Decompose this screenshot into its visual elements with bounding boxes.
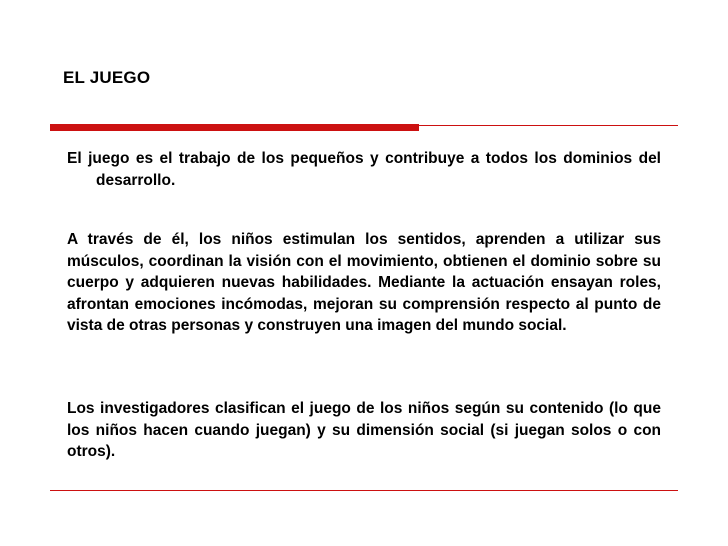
paragraph-benefits: A través de él, los niños estimulan los sentidos, aprenden a utilizar sus músculos, coordinan la visión con el movimiento, obtienen el dominio sobre su cuerpo y adquieren nuevas habilidades. Mediante la actuación ensayan roles, afrontan emociones incómodas, mejoran su comprensión respecto al punto de vista de otras personas y construyen una imagen del mundo social.	[67, 231, 661, 334]
slide-title: EL JUEGO	[63, 68, 151, 87]
paragraph-classification: Los investigadores clasifican el juego de los niños según su contenido (lo que los niños hacen cuando juegan) y su dimensión social (si juegan solos o con otros).	[67, 400, 661, 460]
bottom-divider-line	[50, 490, 678, 491]
top-accent-bar	[50, 124, 419, 131]
paragraph-intro: El juego es el trabajo de los pequeños y contribuye a todos los dominios del desarrollo.	[67, 150, 661, 189]
